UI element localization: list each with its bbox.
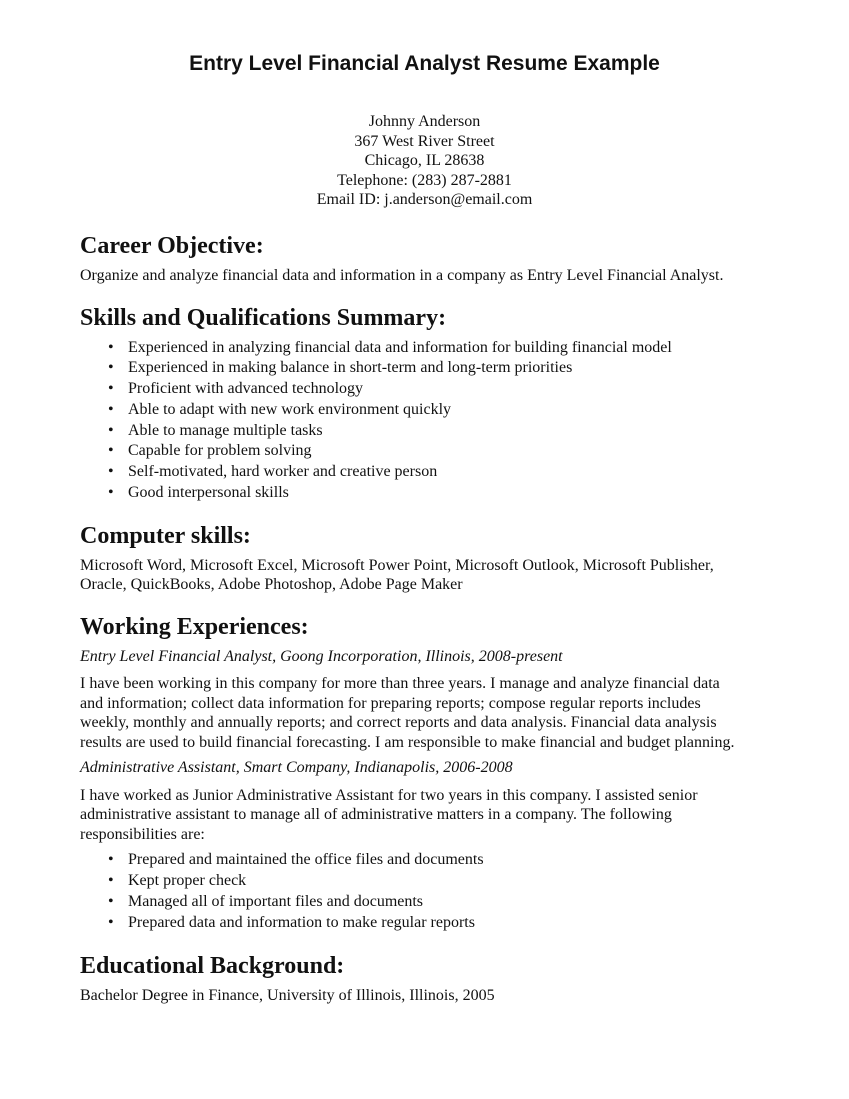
job-title: Administrative Assistant, Smart Company, Indianapolis, 2006-2008 bbox=[80, 759, 513, 777]
list-item: • Proficient with advanced technology bbox=[80, 379, 780, 400]
career-heading: Career Objective: bbox=[80, 233, 264, 259]
skills-heading: Skills and Qualifications Summary: bbox=[80, 304, 447, 331]
job-description-line: and information; collect data information for preparing reports; compose regular reports includes bbox=[80, 694, 701, 712]
job-description-line: I have worked as Junior Administrative Assistant for two years in this company. I assisted senior bbox=[80, 786, 698, 804]
list-item: • Self-motivated, hard worker and creative person bbox=[80, 462, 780, 483]
job-description-line: responsibilities are: bbox=[80, 825, 205, 843]
contact-street: 367 West River Street bbox=[354, 132, 495, 150]
computer-line: Oracle, QuickBooks, Adobe Photoshop, Adobe Page Maker bbox=[80, 576, 463, 594]
contact-phone: Telephone: (283) 287-2881 bbox=[337, 171, 512, 189]
contact-email: Email ID: j.anderson@email.com bbox=[316, 191, 533, 208]
responsibilities-list bbox=[80, 850, 780, 933]
list-item: • Kept proper check bbox=[80, 871, 780, 892]
job-description bbox=[80, 786, 780, 845]
job-description-line: I have been working in this company for more than three years. I manage and analyze financial data bbox=[80, 675, 720, 693]
resume-content bbox=[80, 232, 780, 1023]
job-description bbox=[80, 674, 780, 752]
computer-heading: Computer skills: bbox=[80, 522, 251, 549]
education-section bbox=[80, 952, 780, 1006]
list-item: • Managed all of important files and documents bbox=[80, 892, 780, 913]
list-item: • Experienced in making balance in short-term and long-term priorities bbox=[80, 358, 780, 379]
education-heading: Educational Background: bbox=[80, 952, 345, 979]
computer-line: Microsoft Word, Microsoft Excel, Microsoft Power Point, Microsoft Outlook, Microsoft Publisher, bbox=[80, 556, 714, 574]
skills-section bbox=[80, 304, 780, 504]
job-description-line: administrative assistant to manage all of administrative matters in a company. The following bbox=[80, 806, 672, 824]
job-description-line: weekly, monthly and annually reports; and correct reports and data analysis. Financial data analysis bbox=[80, 714, 717, 732]
computer-section bbox=[80, 522, 780, 595]
list-item: • Prepared and maintained the office files and documents bbox=[80, 850, 780, 871]
list-item: • Capable for problem solving bbox=[80, 441, 780, 462]
contact-city: Chicago, IL 28638 bbox=[364, 152, 485, 169]
list-item: • Able to manage multiple tasks bbox=[80, 421, 780, 442]
list-item: • Prepared data and information to make regular reports bbox=[80, 913, 780, 934]
career-text: Organize and analyze financial data and information in a company as Entry Level Financial Analyst. bbox=[80, 267, 724, 284]
list-item: • Good interpersonal skills bbox=[80, 483, 780, 504]
work-section bbox=[80, 613, 780, 934]
page-title: Entry Level Financial Analyst Resume Example bbox=[189, 52, 660, 75]
skills-list bbox=[80, 338, 780, 504]
job-title: Entry Level Financial Analyst, Goong Incorporation, Illinois, 2008-present bbox=[80, 647, 563, 665]
contact-block bbox=[0, 112, 849, 210]
contact-name: Johnny Anderson bbox=[368, 113, 481, 130]
education-text: Bachelor Degree in Finance, University of Illinois, Illinois, 2005 bbox=[80, 986, 495, 1004]
work-heading: Working Experiences: bbox=[80, 613, 309, 640]
job-description-line: results are used to build financial forecasting. I am responsible to make financial and budget planning. bbox=[80, 733, 735, 751]
career-section bbox=[80, 232, 780, 286]
list-item: • Experienced in analyzing financial data and information for building financial model bbox=[80, 338, 780, 359]
list-item: • Able to adapt with new work environment quickly bbox=[80, 400, 780, 421]
